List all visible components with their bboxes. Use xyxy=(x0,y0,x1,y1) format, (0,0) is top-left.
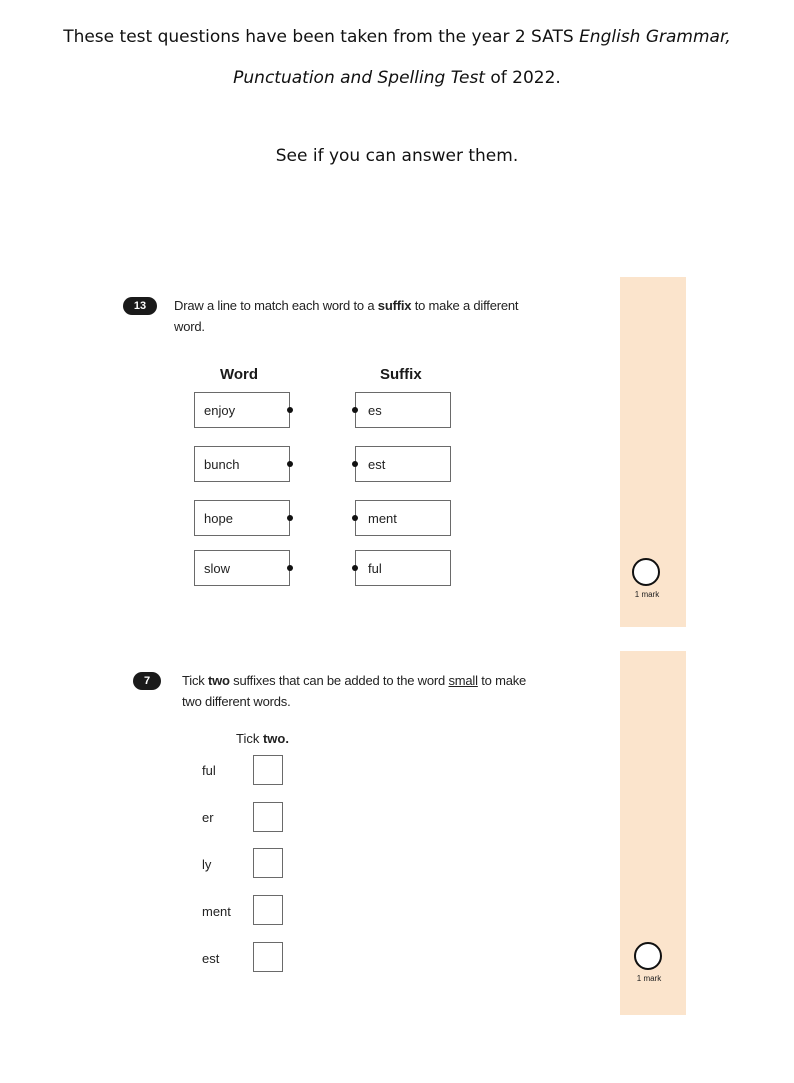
q13-mark-label: 1 mark xyxy=(634,590,660,599)
word-label: hope xyxy=(204,510,233,526)
suffix-box-es[interactable] xyxy=(355,392,451,428)
word-column-heading: Word xyxy=(220,366,259,383)
option-label-est: est xyxy=(202,951,220,966)
word-box-bunch[interactable] xyxy=(194,446,290,482)
q7-text-line2: two different words. xyxy=(182,694,291,709)
tick-box-ly[interactable] xyxy=(253,848,283,878)
suffix-label: es xyxy=(368,402,382,418)
tick-head-bold: two. xyxy=(262,731,289,746)
tick-head-plain: Tick xyxy=(236,731,263,746)
option-label-ful: ful xyxy=(202,763,216,778)
intro-line-1-italic: English Grammar, xyxy=(579,27,731,47)
suffix-match-dot[interactable] xyxy=(352,461,358,467)
tick-two-heading xyxy=(236,731,289,746)
word-box-hope[interactable] xyxy=(194,500,290,536)
intro-line-1 xyxy=(0,27,794,47)
q13-text-before: Draw a line to match each word to a xyxy=(174,298,378,313)
suffix-box-ment[interactable] xyxy=(355,500,451,536)
word-match-dot[interactable] xyxy=(287,515,293,521)
word-label: enjoy xyxy=(204,402,236,418)
option-label-ly: ly xyxy=(202,857,212,872)
suffix-label: ment xyxy=(368,510,397,526)
suffix-match-dot[interactable] xyxy=(352,407,358,413)
intro-line-1-text: These test questions have been taken from the year 2 SATS xyxy=(63,27,580,47)
q13-question-text xyxy=(174,295,604,337)
word-label: slow xyxy=(204,560,231,576)
q7-text-after: to make xyxy=(477,673,527,688)
word-match-dot[interactable] xyxy=(287,461,293,467)
intro-line-3: See if you can answer them. xyxy=(275,146,519,166)
suffix-match-dot[interactable] xyxy=(352,565,358,571)
q7-number-badge: 7 xyxy=(133,672,161,690)
q7-mark-circle xyxy=(634,942,662,970)
q13-text-after: to make a different xyxy=(411,298,519,313)
q7-mark-label: 1 mark xyxy=(636,974,662,983)
q7-text-middle: suffixes that can be added to the word xyxy=(229,673,449,688)
option-label-er: er xyxy=(202,810,214,825)
suffix-box-est[interactable] xyxy=(355,446,451,482)
q7-text-underlined: small xyxy=(448,673,478,688)
option-label-ment: ment xyxy=(202,904,231,919)
q13-number-badge: 13 xyxy=(123,297,157,315)
q7-question-text xyxy=(182,670,612,712)
intro-line-2 xyxy=(0,68,794,88)
q13-mark-circle xyxy=(632,558,660,586)
tick-box-ful[interactable] xyxy=(253,755,283,785)
suffix-column-heading: Suffix xyxy=(380,366,422,383)
suffix-label: est xyxy=(368,456,386,472)
suffix-label: ful xyxy=(368,560,382,576)
word-label: bunch xyxy=(204,456,240,472)
word-match-dot[interactable] xyxy=(287,407,293,413)
tick-box-er[interactable] xyxy=(253,802,283,832)
q13-text-line2: word. xyxy=(174,319,205,334)
q13-text-bold: suffix xyxy=(377,298,412,313)
word-match-dot[interactable] xyxy=(287,565,293,571)
q7-text-tick: Tick xyxy=(182,673,208,688)
suffix-box-ful[interactable] xyxy=(355,550,451,586)
tick-box-est[interactable] xyxy=(253,942,283,972)
intro-line-2-text: of 2022. xyxy=(484,68,561,88)
q7-text-bold: two xyxy=(207,673,230,688)
word-box-enjoy[interactable] xyxy=(194,392,290,428)
suffix-match-dot[interactable] xyxy=(352,515,358,521)
intro-line-2-italic: Punctuation and Spelling Test xyxy=(233,68,485,88)
word-box-slow[interactable] xyxy=(194,550,290,586)
tick-box-ment[interactable] xyxy=(253,895,283,925)
